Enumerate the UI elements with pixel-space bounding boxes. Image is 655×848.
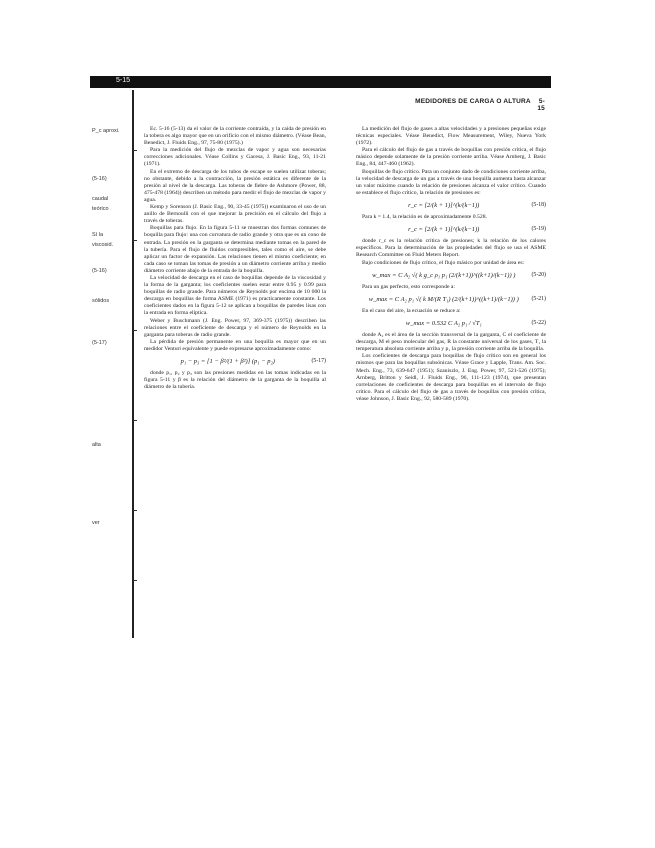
paragraph: En el extremo de descarga de los tubos de escape se suelen utilizar toberas; no obstante, debido a la contracción, la presión estática es diferente de la presión al nivel de la descarga. Las toberas de fiebre de Ashmore (Power, 88, 475-478 (1964)) describen un método para medir el flujo de mezclas de vapor y agua. — [144, 168, 326, 203]
equation-expression: p₁ − p₃ = [1 − β²/(1 + β²)] (p₁ − p₂) — [180, 358, 275, 365]
equation-expression: w_max = C A₂ p₁ √( k M/(R T₁) (2/(k+1))^((k+1)/(k−1)) ) — [368, 295, 519, 303]
equation — [356, 272, 546, 279]
equation-number: (5-20) — [531, 271, 546, 278]
equation-expression: w_max = C A₂ √( k g_c ρ₁ p₁ (2/(k+1))^((k+1)/(k−1)) ) — [372, 271, 516, 279]
paragraph: Kemp y Sorenson (J. Basic Eng., 90, 33-45 (1975)) examinaron el uso de un anillo de Bernoulli con el que mejorar la precisión en el cálculo del flujo a través de toberas. — [144, 204, 326, 225]
paragraph: La medición del flujo de gases a altas velocidades y a presiones pequeñas exige técnicas especiales. Véase Benedict, Flow Measurement, Wiley, Nueva York (1972). — [356, 126, 546, 147]
margin-tick — [133, 330, 137, 331]
paragraph: donde r_c es la relación crítica de presiones; k la relación de los calores específicos. Para la determinación de las propiedades del flujo se usa el ASME Research Committee on Fluid Meters Report. — [356, 238, 546, 259]
margin-tick — [133, 240, 137, 241]
margin-note: alta — [92, 442, 101, 448]
equation-number: (5-21) — [531, 295, 546, 302]
margin-tick — [133, 150, 137, 151]
margin-note: caudal — [92, 196, 109, 202]
paragraph: Weber y Buschmann (J. Eng. Power, 97, 369-375 (1975)) describen las relaciones entre el coeficiente de descarga y el número de Reynolds en la garganta para toberas de radio grande. — [144, 317, 326, 338]
paragraph: Para un gas perfecto, esto corresponde a: — [362, 283, 456, 290]
equation-number: (5-19) — [531, 226, 546, 233]
equation-number: (5-22) — [531, 319, 546, 326]
page-number: 5-15 — [537, 98, 545, 112]
paragraph: Para el cálculo del flujo de gas a través de boquillas con presión crítica, el flujo másico depende solamente de la presión corriente arriba. Véase Arnberg, J. Basic Eng., 84, 447-460 (1962). — [356, 147, 546, 168]
margin-note: P_c aproxi. — [92, 128, 120, 134]
text-column-right — [356, 126, 546, 403]
top-header-bar — [90, 76, 551, 88]
margin-note: sólidos — [92, 298, 110, 304]
vertical-rule — [132, 90, 134, 638]
paragraph: Para la medición del flujo de mezclas de vapor y agua son necesarias correcciones adicionales. Véase Collins y Gacesa, J. Basic Eng., 93, 11-21 (1971). — [144, 147, 326, 168]
paragraph: donde A₂ es el área de la sección transversal de la garganta, C el coeficiente de descarga, M el peso molecular del gas, R la constante universal de los gases, T₁ la temperatura absoluta corriente arriba y p₁ la presión corriente arriba de la boquilla. — [356, 332, 546, 353]
margin-tick — [133, 580, 137, 581]
text-column-left — [144, 126, 326, 391]
paragraph: Boquillas de flujo crítico. Para un conjunto dado de condiciones corriente arriba, la velocidad de descarga de un gas a través de una boquilla aumenta hasta alcanzar un valor máximo cuando la relación de presiones alcanza el valor crítico. Cuando se establece el flujo crítico, la relación de presiones es: — [356, 168, 546, 196]
equation-expression: r_c = [2/(k + 1)]^(k/(k−1)) — [408, 201, 480, 209]
equation-expression: r_c = [2/(k + 1)]^(k/(k−1)) — [408, 226, 480, 234]
header-mark: 5-15 — [116, 77, 131, 84]
equation — [144, 358, 326, 365]
margin-note: (5-17) — [92, 340, 107, 346]
paragraph: Los coeficientes de descarga para boquillas de flujo crítico son en general los mismos que para las boquillas subsónicas. Véase Grace y Lapple, Trans. Am. Soc. Mech. Eng., 73, 639-647 (1951); Szaniszlo, J. Eng. Power, 97, 521-526 (1975); Arnberg, Britton y Seidl, J. Fluids Eng., 96, 111-123 (1974), que presentan correlaciones de coeficientes de descarga para boquillas en el intervalo de flujo crítico. Para el cálculo del flujo de gas a través de boquillas con presión crítica, véase Johnson, J. Basic Eng., 92, 580-589 (1970). — [356, 353, 546, 402]
paragraph: donde p₁, p₂ y p₃ son las presiones medidas en las tomas indicadas en la figura 5-11 y β es la relación del diámetro de la garganta de la boquilla al diámetro de la tubería. — [144, 370, 326, 391]
paragraph: En el caso del aire, la ecuación se reduce a: — [362, 307, 461, 314]
margin-note: ver — [92, 520, 100, 526]
margin-note: (5-16) — [92, 268, 107, 274]
equation — [356, 226, 546, 233]
paragraph: Para k = 1.4, la relación es de aproximadamente 0.528. — [362, 214, 487, 221]
margin-note: Sí la — [92, 232, 104, 238]
equation — [356, 320, 546, 327]
margin-tick — [133, 510, 137, 511]
margin-note: (5-16) — [92, 176, 107, 182]
paragraph: La pérdida de presión permanente en una boquilla es mayor que en un medidor Venturi equivalente y puede expresarse aproximadamente como: — [144, 338, 326, 352]
margin-note: viscosid. — [92, 242, 114, 248]
equation-number: (5-17) — [311, 358, 326, 364]
equation-expression: w_max = 0.532 C A₂ p₁ / √T₁ — [405, 319, 482, 327]
margin-tick — [133, 420, 137, 421]
equation-number: (5-18) — [531, 201, 546, 208]
running-header — [410, 98, 545, 112]
paragraph: Ec. 5-16 (5-13) da el valor de la corriente contraída, y la caída de presión en la tobera es algo mayor que en un orificio con el mismo diámetro. (Véase Bean, Benedict, J. Fluids Eng., 97, 75-80 (1975).) — [144, 126, 326, 147]
equation — [356, 202, 546, 209]
margin-note: teórico — [92, 206, 109, 212]
equation — [356, 296, 546, 303]
running-header-title: MEDIDORES DE CARGA O ALTURA — [415, 98, 531, 105]
paragraph: Bajo condiciones de flujo crítico, el flujo másico por unidad de área es: — [362, 259, 525, 266]
paragraph: La velocidad de descarga en el caso de boquillas depende de la viscosidad y la forma de la garganta; los coeficientes suelen estar entre 0.95 y 0.99 para boquillas de radio grande. Para números de Reynolds por encima de 10 000 la descarga en boquillas de forma ASME (1971) es practicamente constante. Los coeficientes dados en la figura 5-12 se aplican a boquillas de paredes lisas con la entrada en forma elíptica. — [144, 274, 326, 317]
paragraph: Boquillas para flujo. En la figura 5-11 se muestran dos formas comunes de boquilla para flujo: una con curvatura de radio grande y otra que es un cono de entrada. La presión en la garganta se determina mediante tomas en la pared de la tubería. Para el flujo de fluidos compresibles, tales como el aire, se debe aplicar un factor de expansión. Las relaciones tienen el mismo coeficiente; en cada caso se toman las tomas de presión a un diámetro corriente arriba y medio diámetro corriente abajo de la entrada de la boquilla. — [144, 225, 326, 274]
